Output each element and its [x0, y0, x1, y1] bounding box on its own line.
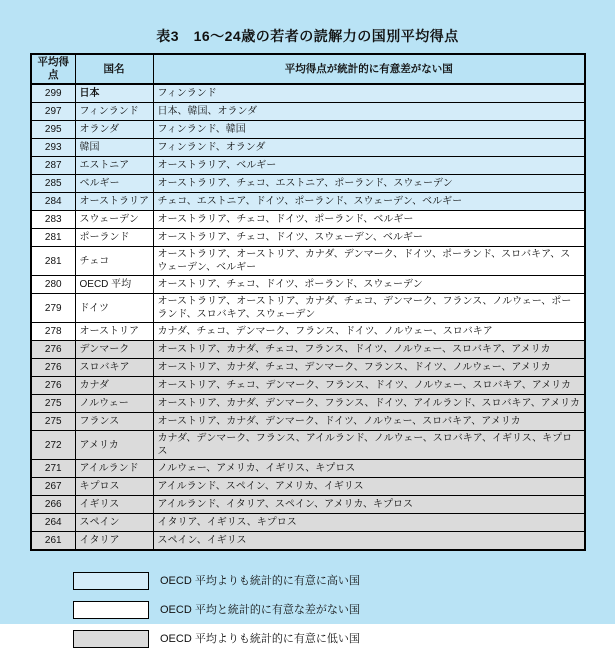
score-cell: 293: [31, 139, 75, 157]
legend-item-higher: [73, 572, 615, 590]
legend-swatch-lower: [73, 630, 149, 648]
table-row: [31, 478, 585, 496]
no-diff-countries-cell: オーストリア、カナダ、チェコ、フランス、ドイツ、ノルウェー、スロバキア、アメリカ: [153, 341, 585, 359]
no-diff-countries-cell: アイルランド、スペイン、アメリカ、イギリス: [153, 478, 585, 496]
table-title: 表3 16～24歳の若者の読解力の国別平均得点: [156, 28, 459, 44]
score-cell: 271: [31, 460, 75, 478]
country-cell: オーストリア: [75, 323, 153, 341]
no-diff-countries-cell: オーストリア、カナダ、チェコ、デンマーク、フランス、ドイツ、ノルウェー、アメリカ: [153, 359, 585, 377]
table-row: [31, 276, 585, 294]
score-cell: 281: [31, 229, 75, 247]
country-cell: OECD 平均: [75, 276, 153, 294]
table-row: [31, 247, 585, 276]
table-row: [31, 532, 585, 551]
score-cell: 287: [31, 157, 75, 175]
country-cell: ドイツ: [75, 294, 153, 323]
score-cell: 275: [31, 413, 75, 431]
table-row: [31, 84, 585, 103]
score-cell: 299: [31, 84, 75, 103]
table-row: [31, 431, 585, 460]
country-cell: アイルランド: [75, 460, 153, 478]
table-row: [31, 359, 585, 377]
no-diff-countries-cell: オーストラリア、オーストリア、カナダ、デンマーク、ドイツ、ポーランド、スロバキア、スウェーデン、ベルギー: [153, 247, 585, 276]
country-cell: チェコ: [75, 247, 153, 276]
score-cell: 283: [31, 211, 75, 229]
table-row: [31, 413, 585, 431]
score-cell: 261: [31, 532, 75, 551]
no-diff-countries-cell: オーストラリア、チェコ、ドイツ、ポーランド、ベルギー: [153, 211, 585, 229]
legend-label-lower: OECD 平均よりも統計的に有意に低い国: [160, 633, 360, 645]
legend-swatch-higher: [73, 572, 149, 590]
no-diff-countries-cell: イタリア、イギリス、キプロス: [153, 514, 585, 532]
score-cell: 266: [31, 496, 75, 514]
table-row: [31, 377, 585, 395]
table-row: [31, 294, 585, 323]
col-header-average-score: 平均得点: [31, 54, 75, 84]
legend-label-same: OECD 平均と統計的に有意な差がない国: [160, 604, 360, 616]
country-cell: ポーランド: [75, 229, 153, 247]
score-cell: 276: [31, 377, 75, 395]
legend-item-lower: [73, 630, 615, 648]
table-row: [31, 496, 585, 514]
legend-item-same: [73, 601, 615, 619]
col-header-no-significant-difference: 平均得点が統計的に有意差がない国: [153, 54, 585, 84]
no-diff-countries-cell: フィンランド、韓国: [153, 121, 585, 139]
no-diff-countries-cell: オーストリア、カナダ、デンマーク、フランス、ドイツ、アイルランド、スロバキア、アメリカ: [153, 395, 585, 413]
country-cell: イタリア: [75, 532, 153, 551]
country-cell: スウェーデン: [75, 211, 153, 229]
no-diff-countries-cell: チェコ、エストニア、ドイツ、ポーランド、スウェーデン、ベルギー: [153, 193, 585, 211]
table-row: [31, 323, 585, 341]
country-cell: 日本: [75, 84, 153, 103]
score-cell: 280: [31, 276, 75, 294]
table-row: [31, 229, 585, 247]
no-diff-countries-cell: オーストリア、チェコ、ドイツ、ポーランド、スウェーデン: [153, 276, 585, 294]
no-diff-countries-cell: フィンランド、オランダ: [153, 139, 585, 157]
score-cell: 279: [31, 294, 75, 323]
table-row: [31, 341, 585, 359]
table-row: [31, 139, 585, 157]
score-cell: 285: [31, 175, 75, 193]
country-cell: アメリカ: [75, 431, 153, 460]
table-row: [31, 211, 585, 229]
country-cell: フィンランド: [75, 103, 153, 121]
score-cell: 264: [31, 514, 75, 532]
header-row: [31, 54, 585, 84]
col-header-country-name: 国名: [75, 54, 153, 84]
table-row: [31, 395, 585, 413]
country-cell: オランダ: [75, 121, 153, 139]
country-cell: フランス: [75, 413, 153, 431]
score-cell: 275: [31, 395, 75, 413]
scores-table: [30, 53, 586, 551]
country-cell: デンマーク: [75, 341, 153, 359]
score-cell: 267: [31, 478, 75, 496]
no-diff-countries-cell: オーストラリア、チェコ、ドイツ、スウェーデン、ベルギー: [153, 229, 585, 247]
country-cell: 韓国: [75, 139, 153, 157]
no-diff-countries-cell: オーストラリア、チェコ、エストニア、ポーランド、スウェーデン: [153, 175, 585, 193]
score-cell: 284: [31, 193, 75, 211]
no-diff-countries-cell: オーストリア、チェコ、デンマーク、フランス、ドイツ、ノルウェー、スロバキア、アメリカ: [153, 377, 585, 395]
country-cell: スペイン: [75, 514, 153, 532]
country-cell: ベルギー: [75, 175, 153, 193]
no-diff-countries-cell: スペイン、イギリス: [153, 532, 585, 551]
score-cell: 281: [31, 247, 75, 276]
no-diff-countries-cell: 日本、韓国、オランダ: [153, 103, 585, 121]
score-cell: 297: [31, 103, 75, 121]
no-diff-countries-cell: オーストラリア、ベルギー: [153, 157, 585, 175]
legend: [73, 572, 615, 648]
country-cell: キプロス: [75, 478, 153, 496]
country-cell: スロバキア: [75, 359, 153, 377]
score-cell: 276: [31, 359, 75, 377]
table-row: [31, 514, 585, 532]
no-diff-countries-cell: フィンランド: [153, 84, 585, 103]
legend-label-higher: OECD 平均よりも統計的に有意に高い国: [160, 575, 360, 587]
score-cell: 276: [31, 341, 75, 359]
no-diff-countries-cell: カナダ、デンマーク、フランス、アイルランド、ノルウェー、スロバキア、イギリス、キプロス: [153, 431, 585, 460]
country-cell: ノルウェー: [75, 395, 153, 413]
table-row: [31, 193, 585, 211]
country-cell: エストニア: [75, 157, 153, 175]
no-diff-countries-cell: ノルウェー、アメリカ、イギリス、キプロス: [153, 460, 585, 478]
table-row: [31, 460, 585, 478]
no-diff-countries-cell: カナダ、チェコ、デンマーク、フランス、ドイツ、ノルウェー、スロバキア: [153, 323, 585, 341]
score-cell: 295: [31, 121, 75, 139]
no-diff-countries-cell: オーストラリア、オーストリア、カナダ、チェコ、デンマーク、フランス、ノルウェー、ポーランド、スロバキア、スウェーデン: [153, 294, 585, 323]
no-diff-countries-cell: アイルランド、イタリア、スペイン、アメリカ、キプロス: [153, 496, 585, 514]
legend-swatch-same: [73, 601, 149, 619]
table-row: [31, 157, 585, 175]
country-cell: オーストラリア: [75, 193, 153, 211]
table-row: [31, 103, 585, 121]
score-cell: 278: [31, 323, 75, 341]
table-row: [31, 175, 585, 193]
country-cell: イギリス: [75, 496, 153, 514]
score-cell: 272: [31, 431, 75, 460]
no-diff-countries-cell: オーストリア、カナダ、デンマーク、ドイツ、ノルウェー、スロバキア、アメリカ: [153, 413, 585, 431]
table-row: [31, 121, 585, 139]
country-cell: カナダ: [75, 377, 153, 395]
